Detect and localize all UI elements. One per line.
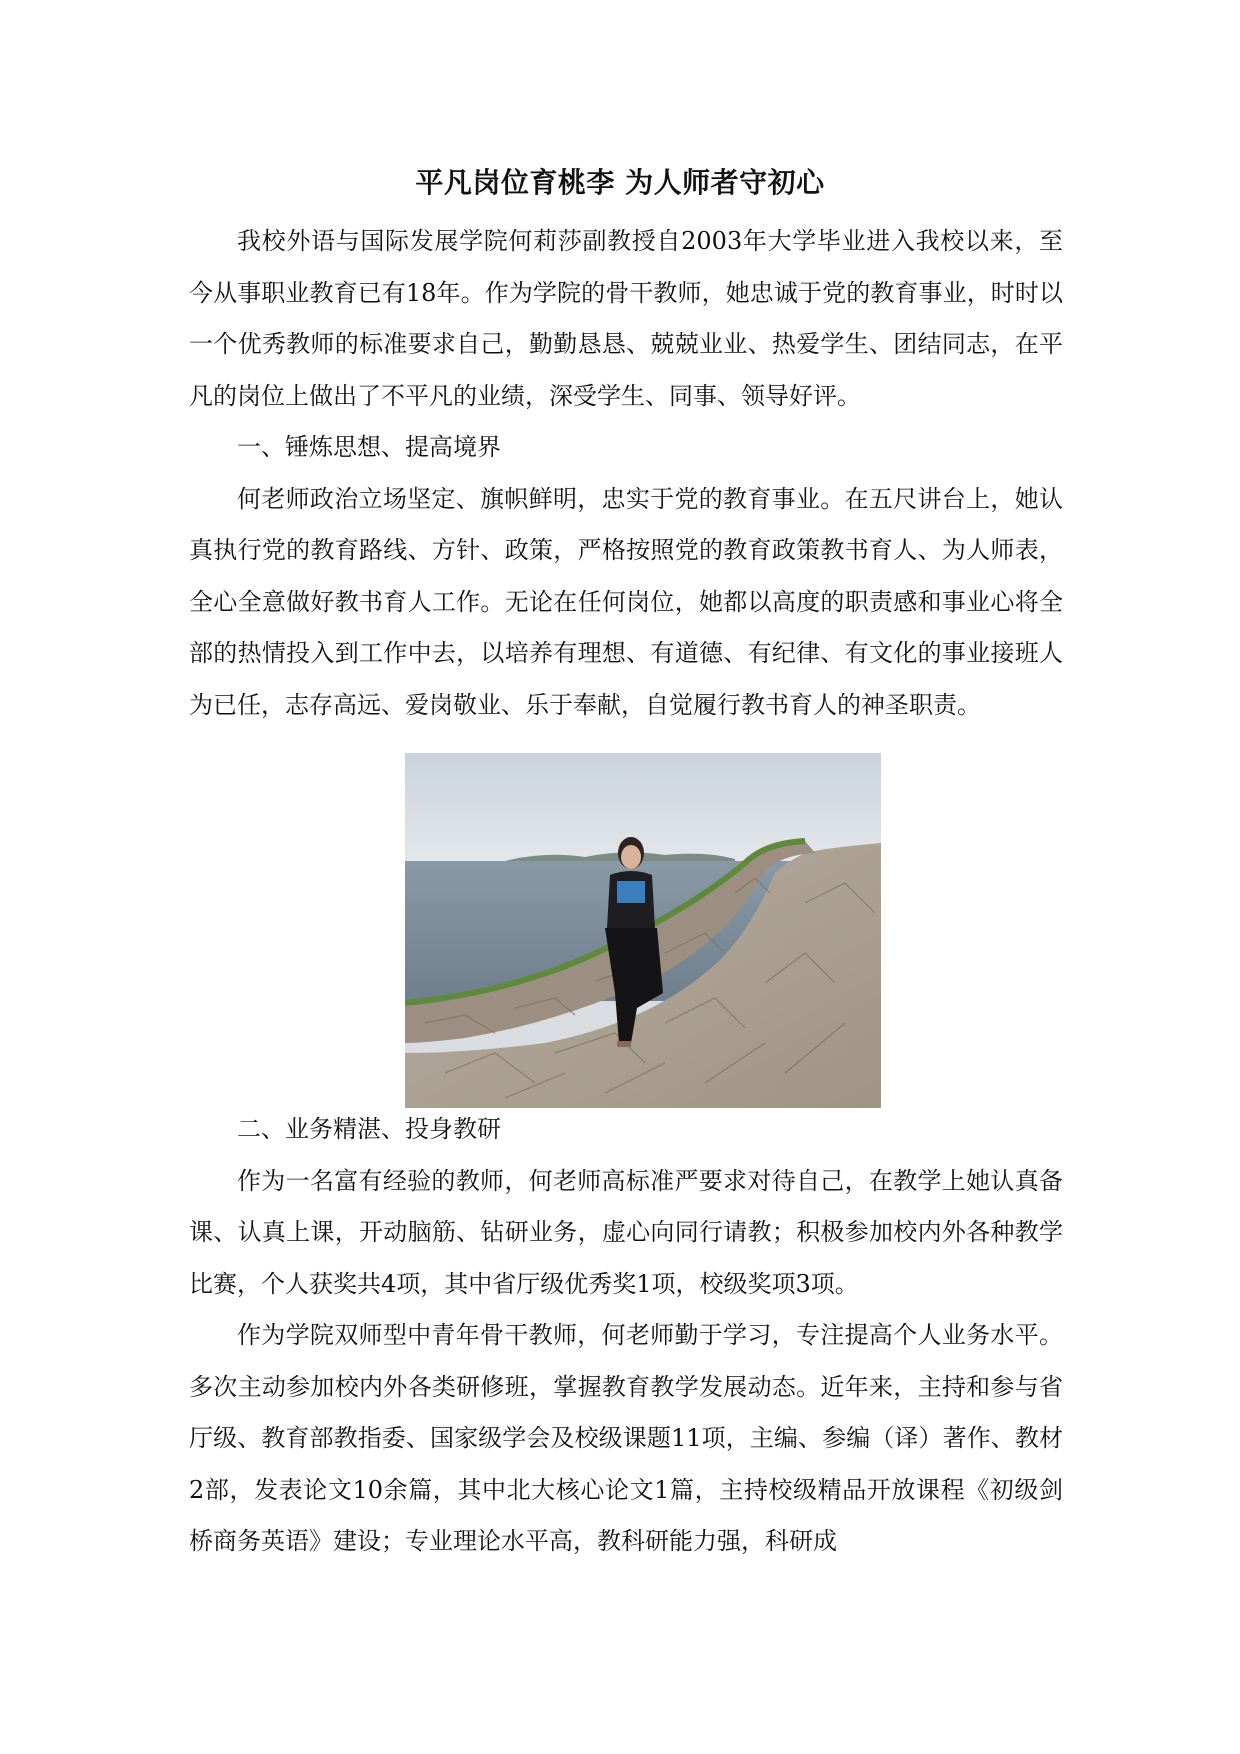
document-body-bottom bbox=[189, 1104, 1063, 1568]
section-2-paragraph-2: 作为学院双师型中青年骨干教师，何老师勤于学习，专注提高个人业务水平。多次主动参加校内外各类研修班，掌握教育教学发展动态。近年来，主持和参与省厅级、教育部教指委、国家级学会及校级课题11项，主编、参编（译）著作、教材2部，发表论文10余篇，其中北大核心论文1篇，主持校级精品开放课程《初级剑桥商务英语》建设；专业理论水平高，教科研能力强，科研成 bbox=[189, 1321, 1063, 1555]
section-1-heading: 一、锤炼思想、提高境界 bbox=[237, 433, 501, 461]
intro-paragraph: 我校外语与国际发展学院何莉莎副教授自2003年大学毕业进入我校以来，至今从事职业教育已有18年。作为学院的骨干教师，她忠诚于党的教育事业，时时以一个优秀教师的标准要求自己，勤勤恳恳、兢兢业业、热爱学生、团结同志，在平凡的岗位上做出了不平凡的业绩，深受学生、同事、领导好评。 bbox=[189, 227, 1063, 410]
document-title: 平凡岗位育桃李 为人师者守初心 bbox=[415, 166, 825, 199]
section-2-paragraph-1: 作为一名富有经验的教师，何老师高标准严要求对待自己，在教学上她认真备课、认真上课，开动脑筋、钻研业务，虚心向同行请教；积极参加校内外各种教学比赛，个人获奖共4项，其中省厅级优秀奖1项，校级奖项3项。 bbox=[189, 1166, 1063, 1298]
section-2-heading: 二、业务精湛、投身教研 bbox=[237, 1115, 501, 1143]
section-1-paragraph: 何老师政治立场坚定、旗帜鲜明，忠实于党的教育事业。在五尺讲台上，她认真执行党的教育路线、方针、政策，严格按照党的教育政策教书育人、为人师表，全心全意做好教书育人工作。无论在任何岗位，她都以高度的职责感和事业心将全部的热情投入到工作中去，以培养有理想、有道德、有纪律、有文化的事业接班人为已任，志存高远、爱岗敬业、乐于奉献，自觉履行教书育人的神圣职责。 bbox=[189, 484, 1063, 719]
document-body-top bbox=[189, 216, 1063, 731]
teacher-photo bbox=[405, 753, 881, 1108]
